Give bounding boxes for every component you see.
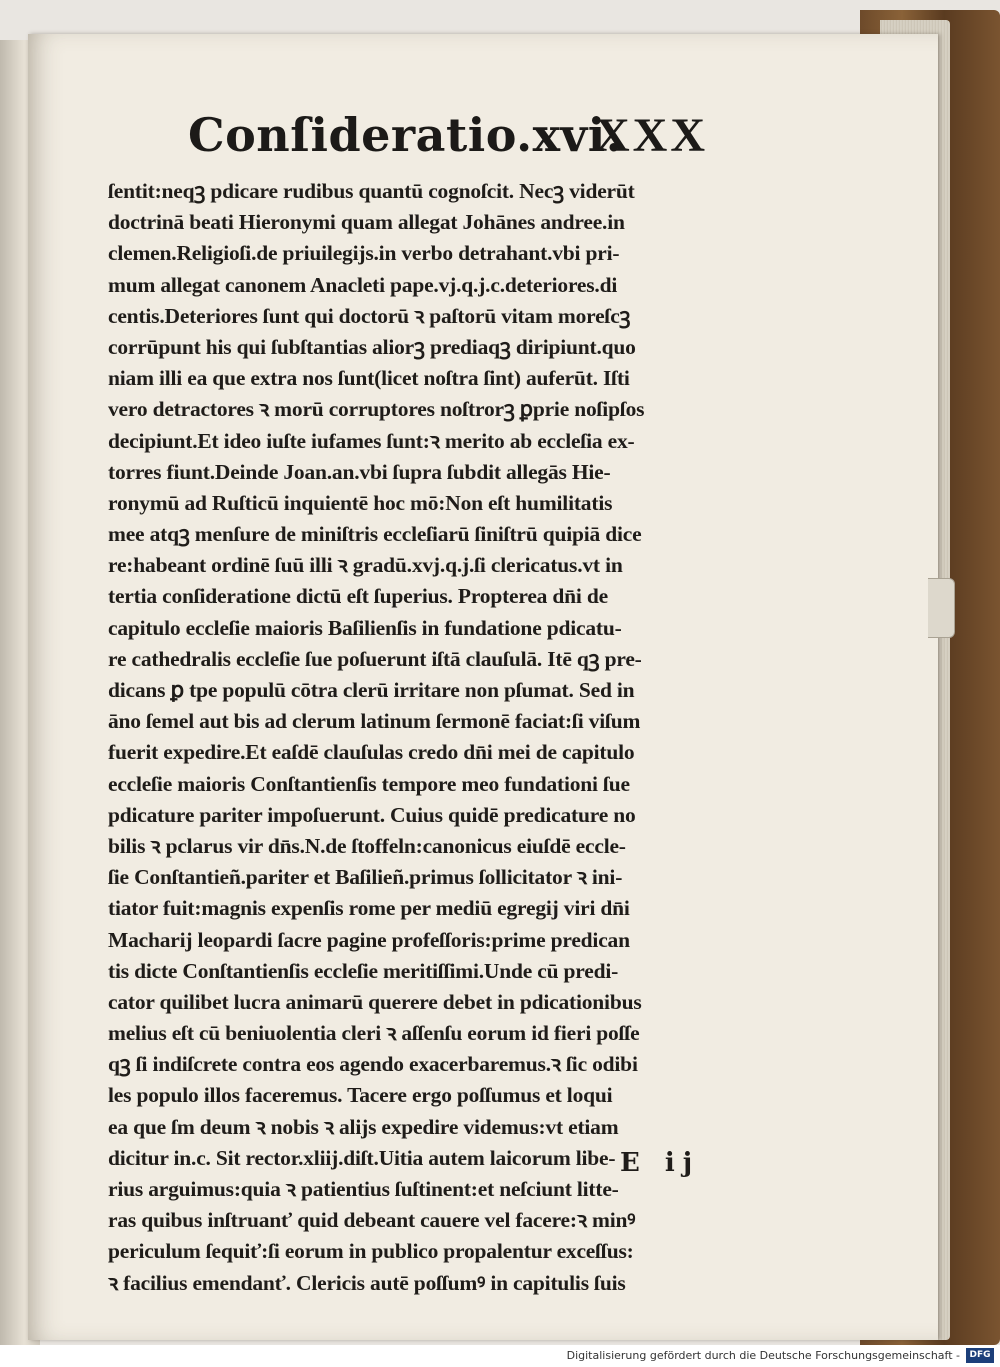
text-line: rius arguimus:quia ꝛ patientius ſuſtinent:et neſciunt litte‑ xyxy=(108,1177,619,1201)
text-line: re cathedralis eccleſie ſue poſuerunt iſtā clauſulā. Itē qꝫ pre‑ xyxy=(108,646,642,671)
text-line: ras quibus inſtruanť quid debeant cauere vel facere:ꝛ minꝰ xyxy=(108,1208,636,1233)
folio-number: XXX xyxy=(595,109,708,162)
footer-credit: Digitalisierung gefördert durch die Deutsche Forschungsgemeinschaft - xyxy=(566,1349,960,1362)
text-line: pdicature pariter impoſuerunt. Cuius quidē predicature no xyxy=(108,802,636,827)
text-line: vero detractores ꝛ morū corruptores noſtrorꝫ ꝑprie noſipſos xyxy=(108,397,645,422)
text-line: mum allegat canonem Anacleti pape.vj.q.j.c.deteriores.di xyxy=(108,272,618,297)
text-line: re:habeant ordinē ſuū illi ꝛ gradū.xvj.q.j.ſi clericatus.vt in xyxy=(108,553,623,578)
text-line: bilis ꝛ pclarus vir dn̄s.N.de ſtoffeln:canonicus eiuſdē eccle‑ xyxy=(108,833,626,858)
text-line: dicans ꝑ tpe populū cōtra clerū irritare non pſumat. Sed in xyxy=(108,678,635,702)
text-line: corrūpunt his qui ſubſtantias aliorꝫ prediaqꝫ diripiunt.quo xyxy=(108,334,636,359)
text-line: capitulo eccleſie maioris Baſilienſis in fundatione pdicatu‑ xyxy=(108,615,622,640)
text-line: torres fiunt.Deinde Joan.an.vbi ſupra ſubdit allegās Hie‑ xyxy=(108,459,611,484)
footer-bar xyxy=(0,1345,1000,1367)
text-line: fuerit expedire.Et eaſdē clauſulas credo dn̄i mei de capitulo xyxy=(108,740,635,765)
text-line: tiator fuit:magnis expenſis rome per mediū egregij viri dn̄i xyxy=(108,896,630,921)
text-line: niam illi ea que extra nos ſunt(licet noſtra ſint) auferūt. Iſti xyxy=(108,366,630,391)
text-line: Macharij leopardi ſacre pagine profeſſoris:prime predican xyxy=(108,927,630,952)
text-line: clemen.Religioſi.de priuilegijs.in verbo detrahant.vbi pri‑ xyxy=(108,241,620,266)
text-line: eccleſie maioris Conſtantienſis tempore meo fundationi ſue xyxy=(108,771,630,796)
text-line: tertia conſideratione dictū eſt ſuperius. Propterea dn̄i de xyxy=(108,584,608,609)
text-line: ea que ſm deum ꝛ nobis ꝛ alijs expedire videmus:vt etiam xyxy=(108,1114,619,1139)
text-line: periculum ſequiť:ſi eorum in publico propalentur exceſſus: xyxy=(108,1239,634,1264)
text-line: qꝫ ſi indiſcrete contra eos agendo exacerbaremus.ꝛ ſic odibi xyxy=(108,1052,638,1077)
body-text xyxy=(108,176,718,1299)
text-line: ronymū ad Ruſticū inquientē hoc mō:Non eſt humilitatis xyxy=(108,490,613,515)
text-line: mee atqꝫ menſure de miniſtris eccleſiarū ſiniſtrū quipiā dice xyxy=(108,522,642,547)
running-head xyxy=(188,108,708,176)
text-line: les populo illos faceremus. Tacere ergo poſſumus et loqui xyxy=(108,1083,613,1108)
text-line: ꝛ facilius emendanť. Clericis autē poſſumꝰ in capitulis ſuis xyxy=(108,1270,626,1295)
dfg-logo: DFG xyxy=(966,1348,994,1363)
text-line: ſie Conſtantieñ.pariter et Baſilieñ.primus ſollicitator ꝛ ini‑ xyxy=(108,865,623,890)
page-title: Conſideratio.xvi. xyxy=(188,108,623,162)
signature-mark: E ij xyxy=(620,1148,701,1178)
text-line: ſentit:neqꝫ pdicare rudibus quantū cognoſcit. Necꝫ viderūt xyxy=(108,179,635,203)
text-line: doctrinā beati Hieronymi quam allegat Johānes andree.in xyxy=(108,210,625,235)
text-line: decipiunt.Et ideo iuſte iufames ſunt:ꝛ merito ab eccleſia ex‑ xyxy=(108,428,635,453)
text-line: āno ſemel aut bis ad clerum latinum ſermonē faciat:ſi viſum xyxy=(108,709,641,734)
text-line: centis.Deteriores ſunt qui doctorū ꝛ paſtorū vitam moreſcꝫ xyxy=(108,303,631,328)
text-line: tis dicte Conſtantienſis eccleſie meritiſſimi.Unde cū predi‑ xyxy=(108,958,619,983)
text-line: melius eſt cū beniuolentia cleri ꝛ aſſenſu eorum id fieri poſſe xyxy=(108,1021,640,1046)
text-line: dicitur in.c. Sit rector.xliij.diſt.Uitia autem laicorum libe‑ xyxy=(108,1145,616,1170)
page-tab-marker xyxy=(928,578,955,638)
text-line: cator quilibet lucra animarū querere debet in pdicationibus xyxy=(108,989,642,1014)
